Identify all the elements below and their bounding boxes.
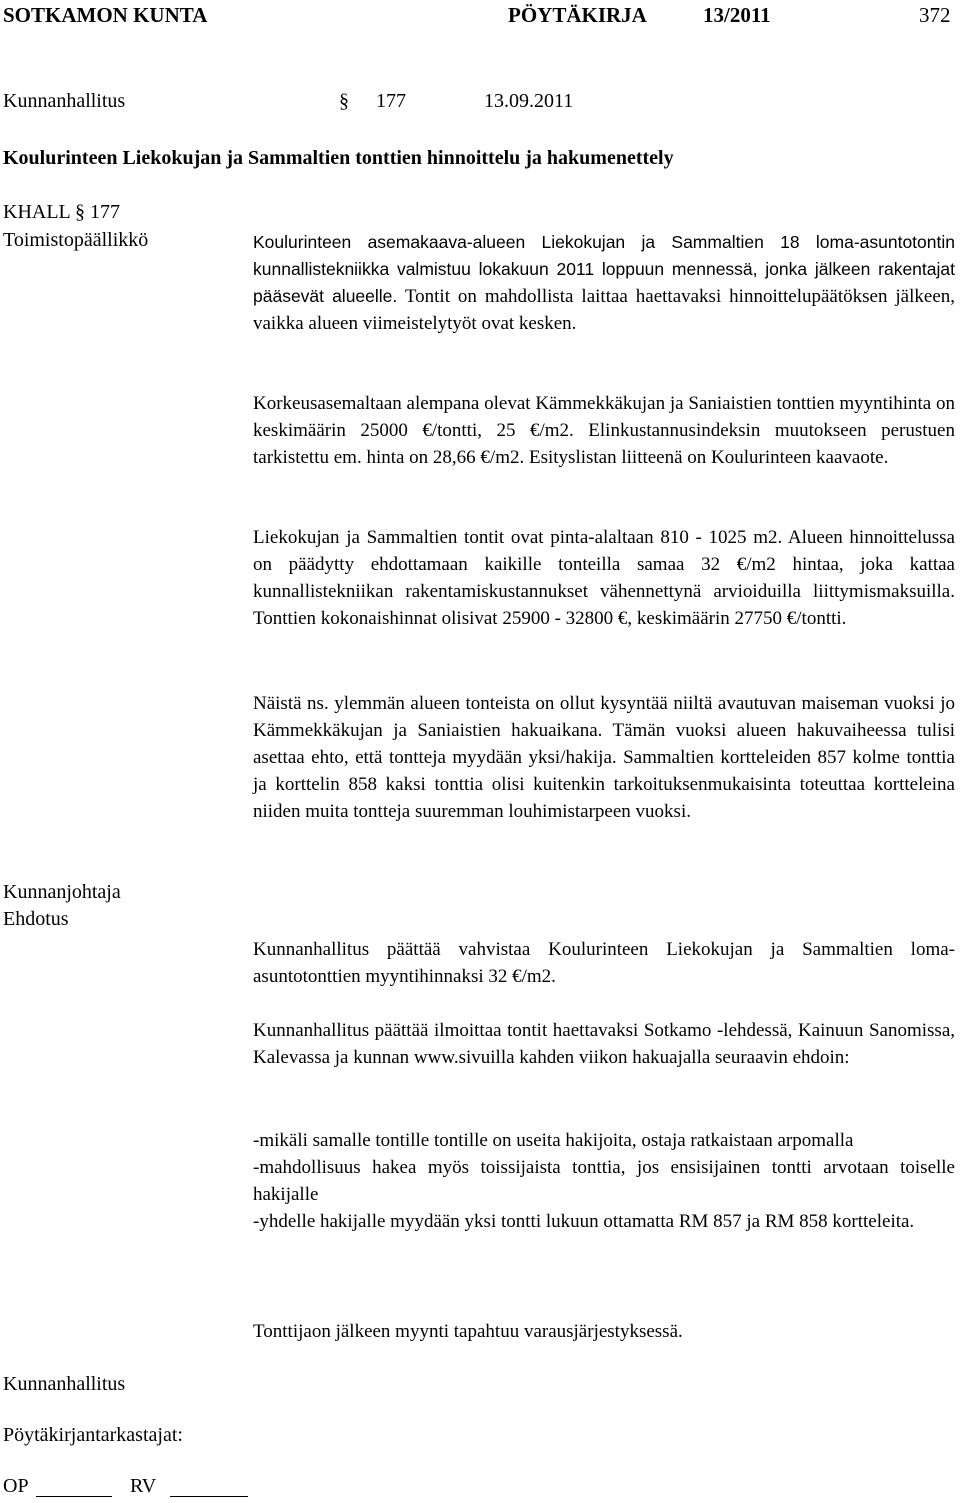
inspector-initials-op: OP — [3, 1475, 29, 1497]
poytakirjantarkastajat-label: Pöytäkirjantarkastajat: — [3, 1424, 183, 1446]
ehdotus-label: Ehdotus — [3, 908, 69, 930]
meeting-date: 13.09.2011 — [484, 90, 574, 112]
paragraph-intro-serif: Tontit on mahdollista laittaa haettavaksi hinnoittelupäätöksen jälkeen, vaikka alueen viimeistelytyöt ovat kesken. — [253, 286, 955, 334]
toimistopaallikko-label: Toimistopäällikkö — [3, 229, 149, 251]
kunnanjohtaja-label: Kunnanjohtaja — [3, 881, 121, 903]
paragraph-intro-sans: Koulurinteen asemakaava-alueen Liekokujan ja Sammaltien 18 loma-asuntotontin kunnallistekniikka valmistuu lokakuun 2011 loppuun mennessä, jonka jälkeen rakentajat pääsevät alueelle. — [253, 232, 955, 306]
condition-item: -mahdollisuus hakea myös toissijaista tonttia, jos ensisijainen tontti arvotaan toiselle hakijalle — [253, 1157, 955, 1205]
condition-item: -yhdelle hakijalle myydään yksi tontti lukuun ottamatta RM 857 ja RM 858 kortteleita. — [253, 1211, 915, 1232]
khall-label: KHALL § 177 — [3, 201, 121, 223]
municipality-name: SOTKAMON KUNTA — [3, 3, 208, 27]
section-symbol: § — [339, 90, 349, 112]
document-type: PÖYTÄKIRJA — [508, 3, 647, 27]
page-number: 372 — [919, 3, 951, 27]
meeting-body: Kunnanhallitus — [3, 90, 126, 112]
document-number: 13/2011 — [703, 3, 771, 27]
kunnanhallitus-label: Kunnanhallitus — [3, 1373, 126, 1395]
signature-line-op — [36, 1496, 112, 1497]
paragraph-pricing: Liekokujan ja Sammaltien tontit ovat pinta-alaltaan 810 - 1025 m2. Alueen hinnoittelussa on päädytty ehdottamaan kaikille tonteilla samaa 32 €/m2 hintaa, joka kattaa kunnallistekniikan rakentamiskustannukset vähennettynä arvioiduilla liittymismaksuilla. Tonttien kokonaishinnat olisivat 25900 - 32800 €, keskimäärin 27750 €/tontti. — [253, 527, 955, 629]
inspector-initials-rv: RV — [130, 1475, 157, 1497]
condition-item: -mikäli samalle tontille tontille on useita hakijoita, ostaja ratkaistaan arpomalla — [253, 1130, 854, 1151]
paragraph-proposal-announce: Kunnanhallitus päättää ilmoittaa tontit haettavaksi Sotkamo -lehdessä, Kainuun Sanomissa, Kalevassa ja kunnan www.sivuilla kahden viikon hakuajalla seuraavin ehdoin: — [253, 1020, 955, 1068]
page-title: Koulurinteen Liekokujan ja Sammaltien tonttien hinnoittelu ja hakumenettely — [3, 147, 674, 169]
paragraph-reservation-order: Tonttijaon jälkeen myynti tapahtuu varausjärjestyksessä. — [253, 1321, 683, 1342]
paragraph-price-reference: Korkeusasemaltaan alempana olevat Kämmekkäkujan ja Saniaistien tonttien myyntihinta on keskimäärin 25000 €/tontti, 25 €/m2. Elinkustannusindeksin muutokseen perustuen tarkistettu em. hinta on 28,66 €/m2. Esityslistan liitteenä on Koulurinteen kaavaote. — [253, 393, 955, 468]
signature-line-rv — [170, 1496, 248, 1497]
section-number: 177 — [376, 90, 406, 112]
paragraph-proposal-price: Kunnanhallitus päättää vahvistaa Koulurinteen Liekokujan ja Sammaltien loma-asuntotonttien myyntihinnaksi 32 €/m2. — [253, 939, 955, 987]
paragraph-intro — [253, 229, 955, 337]
condition-list — [253, 1127, 955, 1235]
paragraph-demand: Näistä ns. ylemmän alueen tonteista on ollut kysyntää niiltä avautuvan maiseman vuoksi jo Kämmekkäkujan ja Saniaistien hakuaikana. Tämän vuoksi alueen hakuvaiheessa tulisi asettaa ehto, että tontteja myydään yksi/hakija. Sammaltien kortteleiden 857 kolme tonttia ja korttelin 858 kaksi tonttia olisi kuitenkin tarkoituksenmukaisinta toteuttaa kortteleina niiden muita tontteja suuremman louhimistarpeen vuoksi. — [253, 693, 955, 822]
